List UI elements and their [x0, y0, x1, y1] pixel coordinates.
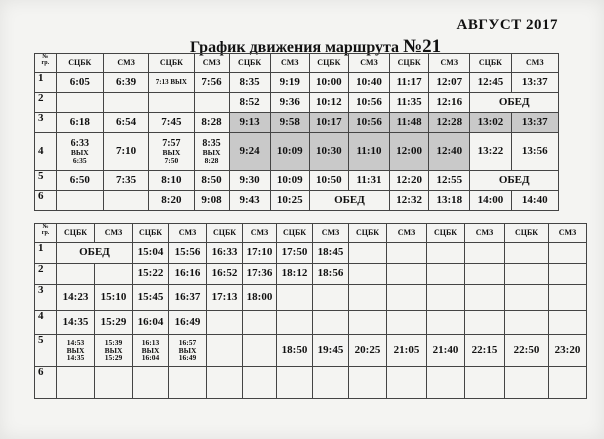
- time-cell: 9:58: [270, 113, 309, 133]
- time-cell-stacked: 7:57 ВЫХ 7:50: [149, 133, 194, 171]
- time-cell: 13:22: [470, 133, 511, 171]
- table-row: [35, 133, 559, 171]
- time-cell: 9:43: [229, 191, 270, 211]
- route-number: №21: [403, 36, 442, 57]
- time-cell: 9:19: [270, 73, 309, 93]
- group-number: 3: [35, 113, 57, 133]
- empty-cell: [387, 285, 427, 311]
- empty-cell: [57, 264, 95, 285]
- time-cell: 18:45: [313, 243, 349, 264]
- time-cell: 8:50: [194, 171, 229, 191]
- time-cell: 9:30: [229, 171, 270, 191]
- column-header: СМЗ: [387, 224, 427, 243]
- time-cell: 16:16: [169, 264, 207, 285]
- column-header: СЦБК: [309, 54, 348, 73]
- group-number: 5: [35, 171, 57, 191]
- empty-cell: [505, 243, 549, 264]
- empty-cell: [149, 93, 194, 113]
- time-cell: 9:08: [194, 191, 229, 211]
- empty-cell: [349, 243, 387, 264]
- table-row: [35, 311, 587, 335]
- lunch-break-cell: ОБЕД: [470, 93, 559, 113]
- empty-cell: [207, 311, 243, 335]
- column-header: СМЗ: [511, 54, 558, 73]
- group-number: 5: [35, 335, 57, 367]
- column-header: СЦБК: [470, 54, 511, 73]
- time-cell: 15:56: [169, 243, 207, 264]
- empty-cell: [243, 335, 277, 367]
- time-cell: 9:36: [270, 93, 309, 113]
- empty-cell: [207, 367, 243, 399]
- empty-cell: [387, 264, 427, 285]
- group-number: 3: [35, 285, 57, 311]
- time-cell: 7:10: [103, 133, 148, 171]
- column-header: СМЗ: [429, 54, 470, 73]
- time-cell: 15:22: [133, 264, 169, 285]
- empty-cell: [243, 367, 277, 399]
- time-cell: 12:40: [429, 133, 470, 171]
- column-header: СЦБК: [133, 224, 169, 243]
- lunch-break-cell: ОБЕД: [470, 171, 559, 191]
- column-header: СМЗ: [194, 54, 229, 73]
- group-number: 1: [35, 243, 57, 264]
- empty-cell: [103, 191, 148, 211]
- time-cell: 15:29: [95, 311, 133, 335]
- time-cell-stacked: 14:53 ВЫХ 14:35: [57, 335, 95, 367]
- empty-cell: [277, 311, 313, 335]
- time-cell: 18:56: [313, 264, 349, 285]
- time-cell: 18:00: [243, 285, 277, 311]
- group-number-header: № гр.: [35, 54, 57, 73]
- time-cell-stacked: 8:35 ВЫХ 8:28: [194, 133, 229, 171]
- time-cell: 10:17: [309, 113, 348, 133]
- column-header: СЦБК: [56, 54, 103, 73]
- time-cell: 11:31: [348, 171, 389, 191]
- schedule-table-morning: [34, 53, 559, 211]
- time-cell-stacked: 16:13 ВЫХ 16:04: [133, 335, 169, 367]
- time-cell: 6:05: [56, 73, 103, 93]
- time-cell: 10:12: [309, 93, 348, 113]
- time-cell: 22:50: [505, 335, 549, 367]
- time-cell: 8:10: [149, 171, 194, 191]
- empty-cell: [505, 311, 549, 335]
- table-row: [35, 264, 587, 285]
- time-cell: 8:52: [229, 93, 270, 113]
- time-cell: 7:35: [103, 171, 148, 191]
- empty-cell: [387, 311, 427, 335]
- table-row: [35, 73, 559, 93]
- time-cell: 17:13: [207, 285, 243, 311]
- table-row: [35, 367, 587, 399]
- time-cell: 14:40: [511, 191, 558, 211]
- table-row: [35, 335, 587, 367]
- time-cell: 13:37: [511, 73, 558, 93]
- time-cell: 16:37: [169, 285, 207, 311]
- empty-cell: [549, 243, 587, 264]
- column-header: СМЗ: [169, 224, 207, 243]
- time-cell: 18:12: [277, 264, 313, 285]
- time-cell: 14:23: [57, 285, 95, 311]
- empty-cell: [387, 367, 427, 399]
- table-row: [35, 285, 587, 311]
- time-cell: 10:30: [309, 133, 348, 171]
- column-header: СЦБК: [505, 224, 549, 243]
- time-cell: 13:56: [511, 133, 558, 171]
- group-number-header: № гр.: [35, 224, 57, 243]
- empty-cell: [57, 367, 95, 399]
- time-cell: 7:13 ВЫХ: [149, 73, 194, 93]
- empty-cell: [56, 93, 103, 113]
- time-cell: 12:07: [429, 73, 470, 93]
- empty-cell: [349, 285, 387, 311]
- time-cell: 13:18: [429, 191, 470, 211]
- column-header: СЦБК: [229, 54, 270, 73]
- time-cell: 16:52: [207, 264, 243, 285]
- lunch-break-cell: ОБЕД: [309, 191, 389, 211]
- time-cell: 21:40: [427, 335, 465, 367]
- empty-cell: [549, 367, 587, 399]
- empty-cell: [103, 93, 148, 113]
- time-cell: 7:56: [194, 73, 229, 93]
- time-cell: 12:16: [429, 93, 470, 113]
- empty-cell: [549, 285, 587, 311]
- table-row: [35, 93, 559, 113]
- time-cell: 17:50: [277, 243, 313, 264]
- time-cell: 15:04: [133, 243, 169, 264]
- empty-cell: [169, 367, 207, 399]
- time-cell: 16:33: [207, 243, 243, 264]
- empty-cell: [349, 264, 387, 285]
- empty-cell: [549, 264, 587, 285]
- group-number: 4: [35, 311, 57, 335]
- time-cell: 16:04: [133, 311, 169, 335]
- empty-cell: [427, 243, 465, 264]
- time-cell: 10:25: [270, 191, 309, 211]
- empty-cell: [465, 243, 505, 264]
- empty-cell: [505, 367, 549, 399]
- empty-cell: [207, 335, 243, 367]
- empty-cell: [349, 367, 387, 399]
- table-row: [35, 171, 559, 191]
- empty-cell: [505, 264, 549, 285]
- empty-cell: [313, 367, 349, 399]
- time-cell: 10:56: [348, 113, 389, 133]
- column-header: СМЗ: [549, 224, 587, 243]
- empty-cell: [349, 311, 387, 335]
- empty-cell: [465, 285, 505, 311]
- empty-cell: [465, 264, 505, 285]
- group-number: 4: [35, 133, 57, 171]
- empty-cell: [95, 264, 133, 285]
- empty-cell: [465, 311, 505, 335]
- time-cell: 12:28: [429, 113, 470, 133]
- time-cell: 12:55: [429, 171, 470, 191]
- month-label: АВГУСТ 2017: [456, 17, 558, 33]
- time-cell: 10:09: [270, 171, 309, 191]
- empty-cell: [387, 243, 427, 264]
- time-cell: 15:10: [95, 285, 133, 311]
- time-cell: 15:45: [133, 285, 169, 311]
- column-header: СМЗ: [103, 54, 148, 73]
- column-header: СЦБК: [207, 224, 243, 243]
- empty-cell: [427, 367, 465, 399]
- column-header: СМЗ: [465, 224, 505, 243]
- empty-cell: [549, 311, 587, 335]
- time-cell: 12:32: [390, 191, 429, 211]
- time-cell: 9:13: [229, 113, 270, 133]
- column-header: СМЗ: [348, 54, 389, 73]
- column-header: СМЗ: [270, 54, 309, 73]
- column-header: СЦБК: [277, 224, 313, 243]
- time-cell: 17:10: [243, 243, 277, 264]
- column-header: СЦБК: [427, 224, 465, 243]
- time-cell: 18:50: [277, 335, 313, 367]
- time-cell: 10:50: [309, 171, 348, 191]
- time-cell: 19:45: [313, 335, 349, 367]
- time-cell: 23:20: [549, 335, 587, 367]
- time-cell: 10:00: [309, 73, 348, 93]
- empty-cell: [95, 367, 133, 399]
- time-cell: 11:48: [390, 113, 429, 133]
- time-cell: 8:28: [194, 113, 229, 133]
- column-header: СМЗ: [95, 224, 133, 243]
- column-header: СМЗ: [243, 224, 277, 243]
- time-cell: 8:35: [229, 73, 270, 93]
- group-number: 1: [35, 73, 57, 93]
- table-header-row: [35, 54, 559, 73]
- title-text: График движения маршрута: [190, 39, 404, 56]
- empty-cell: [427, 311, 465, 335]
- time-cell: 12:45: [470, 73, 511, 93]
- time-cell: 14:00: [470, 191, 511, 211]
- column-header: СЦБК: [349, 224, 387, 243]
- time-cell: 6:39: [103, 73, 148, 93]
- empty-cell: [505, 285, 549, 311]
- group-number: 2: [35, 93, 57, 113]
- time-cell: 9:24: [229, 133, 270, 171]
- column-header: СМЗ: [313, 224, 349, 243]
- time-cell: 11:10: [348, 133, 389, 171]
- time-cell-stacked: 6:33 ВЫХ 6:35: [56, 133, 103, 171]
- lunch-break-cell: ОБЕД: [57, 243, 133, 264]
- empty-cell: [313, 311, 349, 335]
- schedule-table-afternoon: [34, 223, 587, 399]
- empty-cell: [277, 285, 313, 311]
- time-cell: 11:35: [390, 93, 429, 113]
- time-cell: 14:35: [57, 311, 95, 335]
- time-cell: 6:50: [56, 171, 103, 191]
- time-cell: 7:45: [149, 113, 194, 133]
- empty-cell: [194, 93, 229, 113]
- time-cell: 21:05: [387, 335, 427, 367]
- table-row: [35, 113, 559, 133]
- empty-cell: [313, 285, 349, 311]
- empty-cell: [56, 191, 103, 211]
- column-header: СЦБК: [390, 54, 429, 73]
- table-header-row: [35, 224, 587, 243]
- time-cell: 20:25: [349, 335, 387, 367]
- empty-cell: [427, 285, 465, 311]
- empty-cell: [465, 367, 505, 399]
- empty-cell: [243, 311, 277, 335]
- time-cell: 8:20: [149, 191, 194, 211]
- time-cell: 10:56: [348, 93, 389, 113]
- group-number: 6: [35, 191, 57, 211]
- time-cell: 13:02: [470, 113, 511, 133]
- time-cell: 17:36: [243, 264, 277, 285]
- table-row: [35, 243, 587, 264]
- time-cell: 12:00: [390, 133, 429, 171]
- time-cell: 6:54: [103, 113, 148, 133]
- time-cell: 16:49: [169, 311, 207, 335]
- time-cell-stacked: 15:39 ВЫХ 15:29: [95, 335, 133, 367]
- table-row: [35, 191, 559, 211]
- time-cell: 13:37: [511, 113, 558, 133]
- time-cell-stacked: 16:57 ВЫХ 16:49: [169, 335, 207, 367]
- group-number: 2: [35, 264, 57, 285]
- empty-cell: [133, 367, 169, 399]
- empty-cell: [277, 367, 313, 399]
- group-number: 6: [35, 367, 57, 399]
- time-cell: 11:17: [390, 73, 429, 93]
- empty-cell: [427, 264, 465, 285]
- time-cell: 22:15: [465, 335, 505, 367]
- time-cell: 12:20: [390, 171, 429, 191]
- column-header: СЦБК: [149, 54, 194, 73]
- time-cell: 6:18: [56, 113, 103, 133]
- time-cell: 10:40: [348, 73, 389, 93]
- column-header: СЦБК: [57, 224, 95, 243]
- time-cell: 10:09: [270, 133, 309, 171]
